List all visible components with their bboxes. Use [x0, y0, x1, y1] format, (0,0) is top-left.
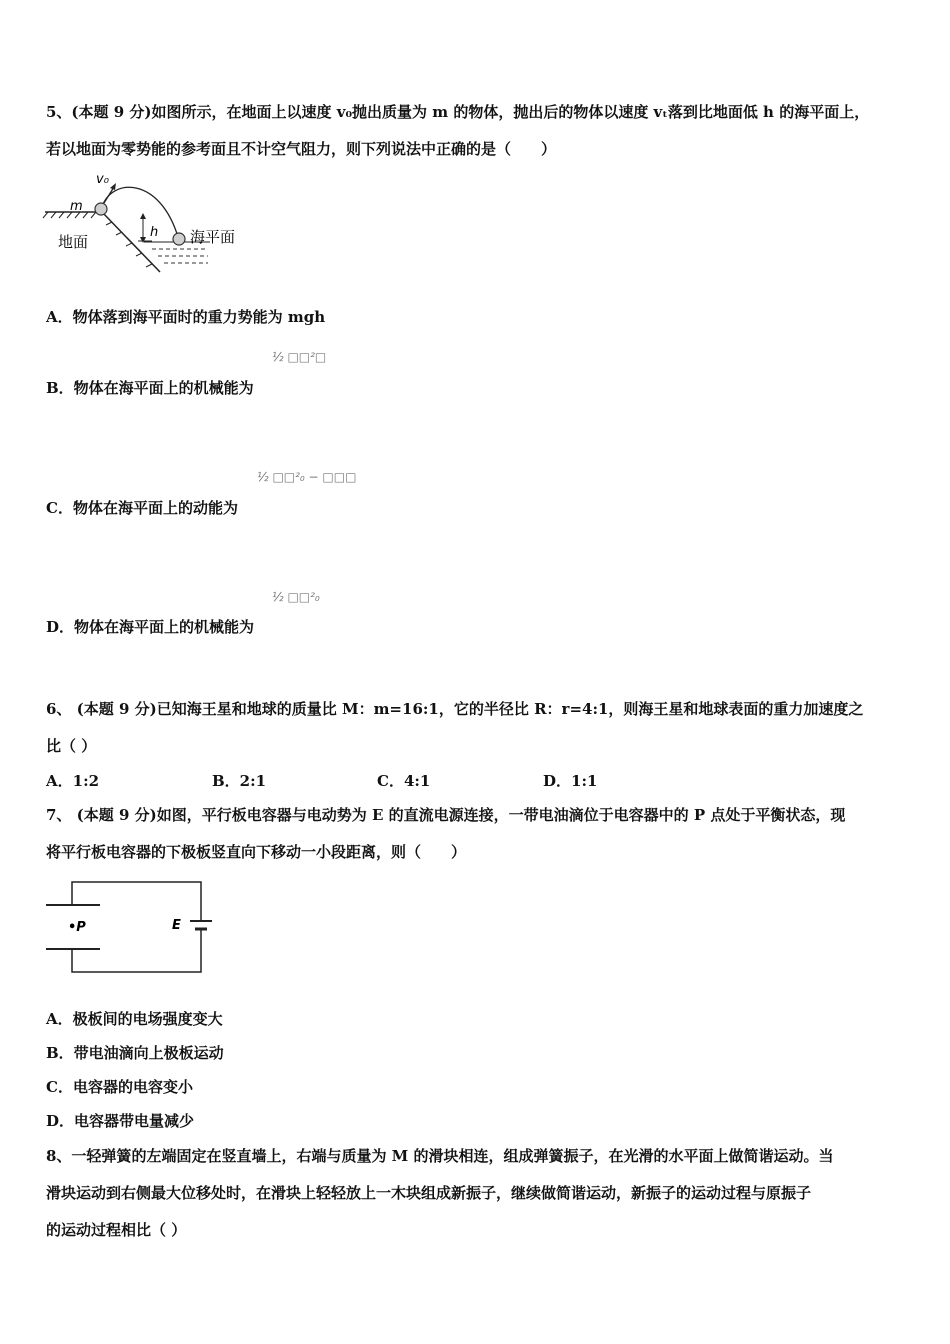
label-P: •P: [68, 920, 86, 935]
q7-stem-line1: 7、 (本题 9 分)如图，平行板电容器与电动势为 E 的直流电源连接，一带电油滴位于电容器中的 P 点处于平衡状态，现: [46, 806, 846, 824]
q7-option-c[interactable]: C．电容器的电容变小: [46, 1078, 193, 1096]
q5-option-d[interactable]: D．物体在海平面上的机械能为: [46, 618, 255, 636]
q6-option-c[interactable]: C．4:1: [377, 772, 431, 790]
q6-option-a[interactable]: A．1:2: [46, 772, 100, 790]
q8-stem-line3: 的运动过程相比（ ）: [46, 1221, 187, 1239]
q6-option-d[interactable]: D．1:1: [543, 772, 598, 790]
launch-ball-icon: [95, 203, 107, 215]
q5-formula-d: ½ □□²₀: [272, 590, 320, 604]
q7-option-b[interactable]: B．带电油滴向上极板运动: [46, 1044, 224, 1062]
label-m: m: [70, 199, 83, 214]
q5-formula-c: ½ □□²₀ − □□□: [257, 470, 357, 484]
label-ground: 地面: [58, 233, 89, 251]
q6-stem-line2: 比（ ）: [46, 737, 97, 755]
q7-stem-line2: 将平行板电容器的下极板竖直向下移动一小段距离，则（ ）: [46, 843, 467, 861]
label-v0: v₀: [96, 172, 109, 187]
q5-option-a[interactable]: A．物体落到海平面时的重力势能为 mgh: [46, 308, 326, 326]
q5-formula-b: ½ □□²□: [272, 350, 327, 364]
q7-option-d[interactable]: D．电容器带电量减少: [46, 1112, 195, 1130]
label-sea: 海平面: [190, 228, 236, 246]
q8-stem-line1: 8、一轻弹簧的左端固定在竖直墙上，右端与质量为 M 的滑块相连，组成弹簧振子，在光滑的水平面上做简谐运动。当: [46, 1147, 834, 1165]
q5-stem-line2: 若以地面为零势能的参考面且不计空气阻力，则下列说法中正确的是（ ）: [46, 140, 557, 158]
q6-stem-line1: 6、 (本题 9 分)已知海王星和地球的质量比 M：m=16:1，它的半径比 R：r=4:1，则海王星和地球表面的重力加速度之: [46, 700, 864, 718]
label-E: E: [172, 918, 181, 933]
q5-stem-line1: 5、(本题 9 分)如图所示，在地面上以速度 v₀抛出质量为 m 的物体，抛出后的物体以速度 vₜ落到比地面低 h 的海平面上，: [46, 103, 870, 121]
q7-option-a[interactable]: A．极板间的电场强度变大: [46, 1010, 223, 1028]
q6-option-b[interactable]: B．2:1: [212, 772, 267, 790]
landing-ball-icon: [173, 233, 185, 245]
q5-option-b[interactable]: B．物体在海平面上的机械能为: [46, 379, 254, 397]
q8-stem-line2: 滑块运动到右侧最大位移处时，在滑块上轻轻放上一木块组成新振子，继续做简谐运动，新振子的运动过程与原振子: [46, 1184, 812, 1202]
label-h: h: [150, 225, 159, 240]
q5-option-c[interactable]: C．物体在海平面上的动能为: [46, 499, 238, 517]
q7-capacitor-circuit-figure: [40, 875, 220, 980]
q5-projectile-figure: [40, 165, 260, 280]
